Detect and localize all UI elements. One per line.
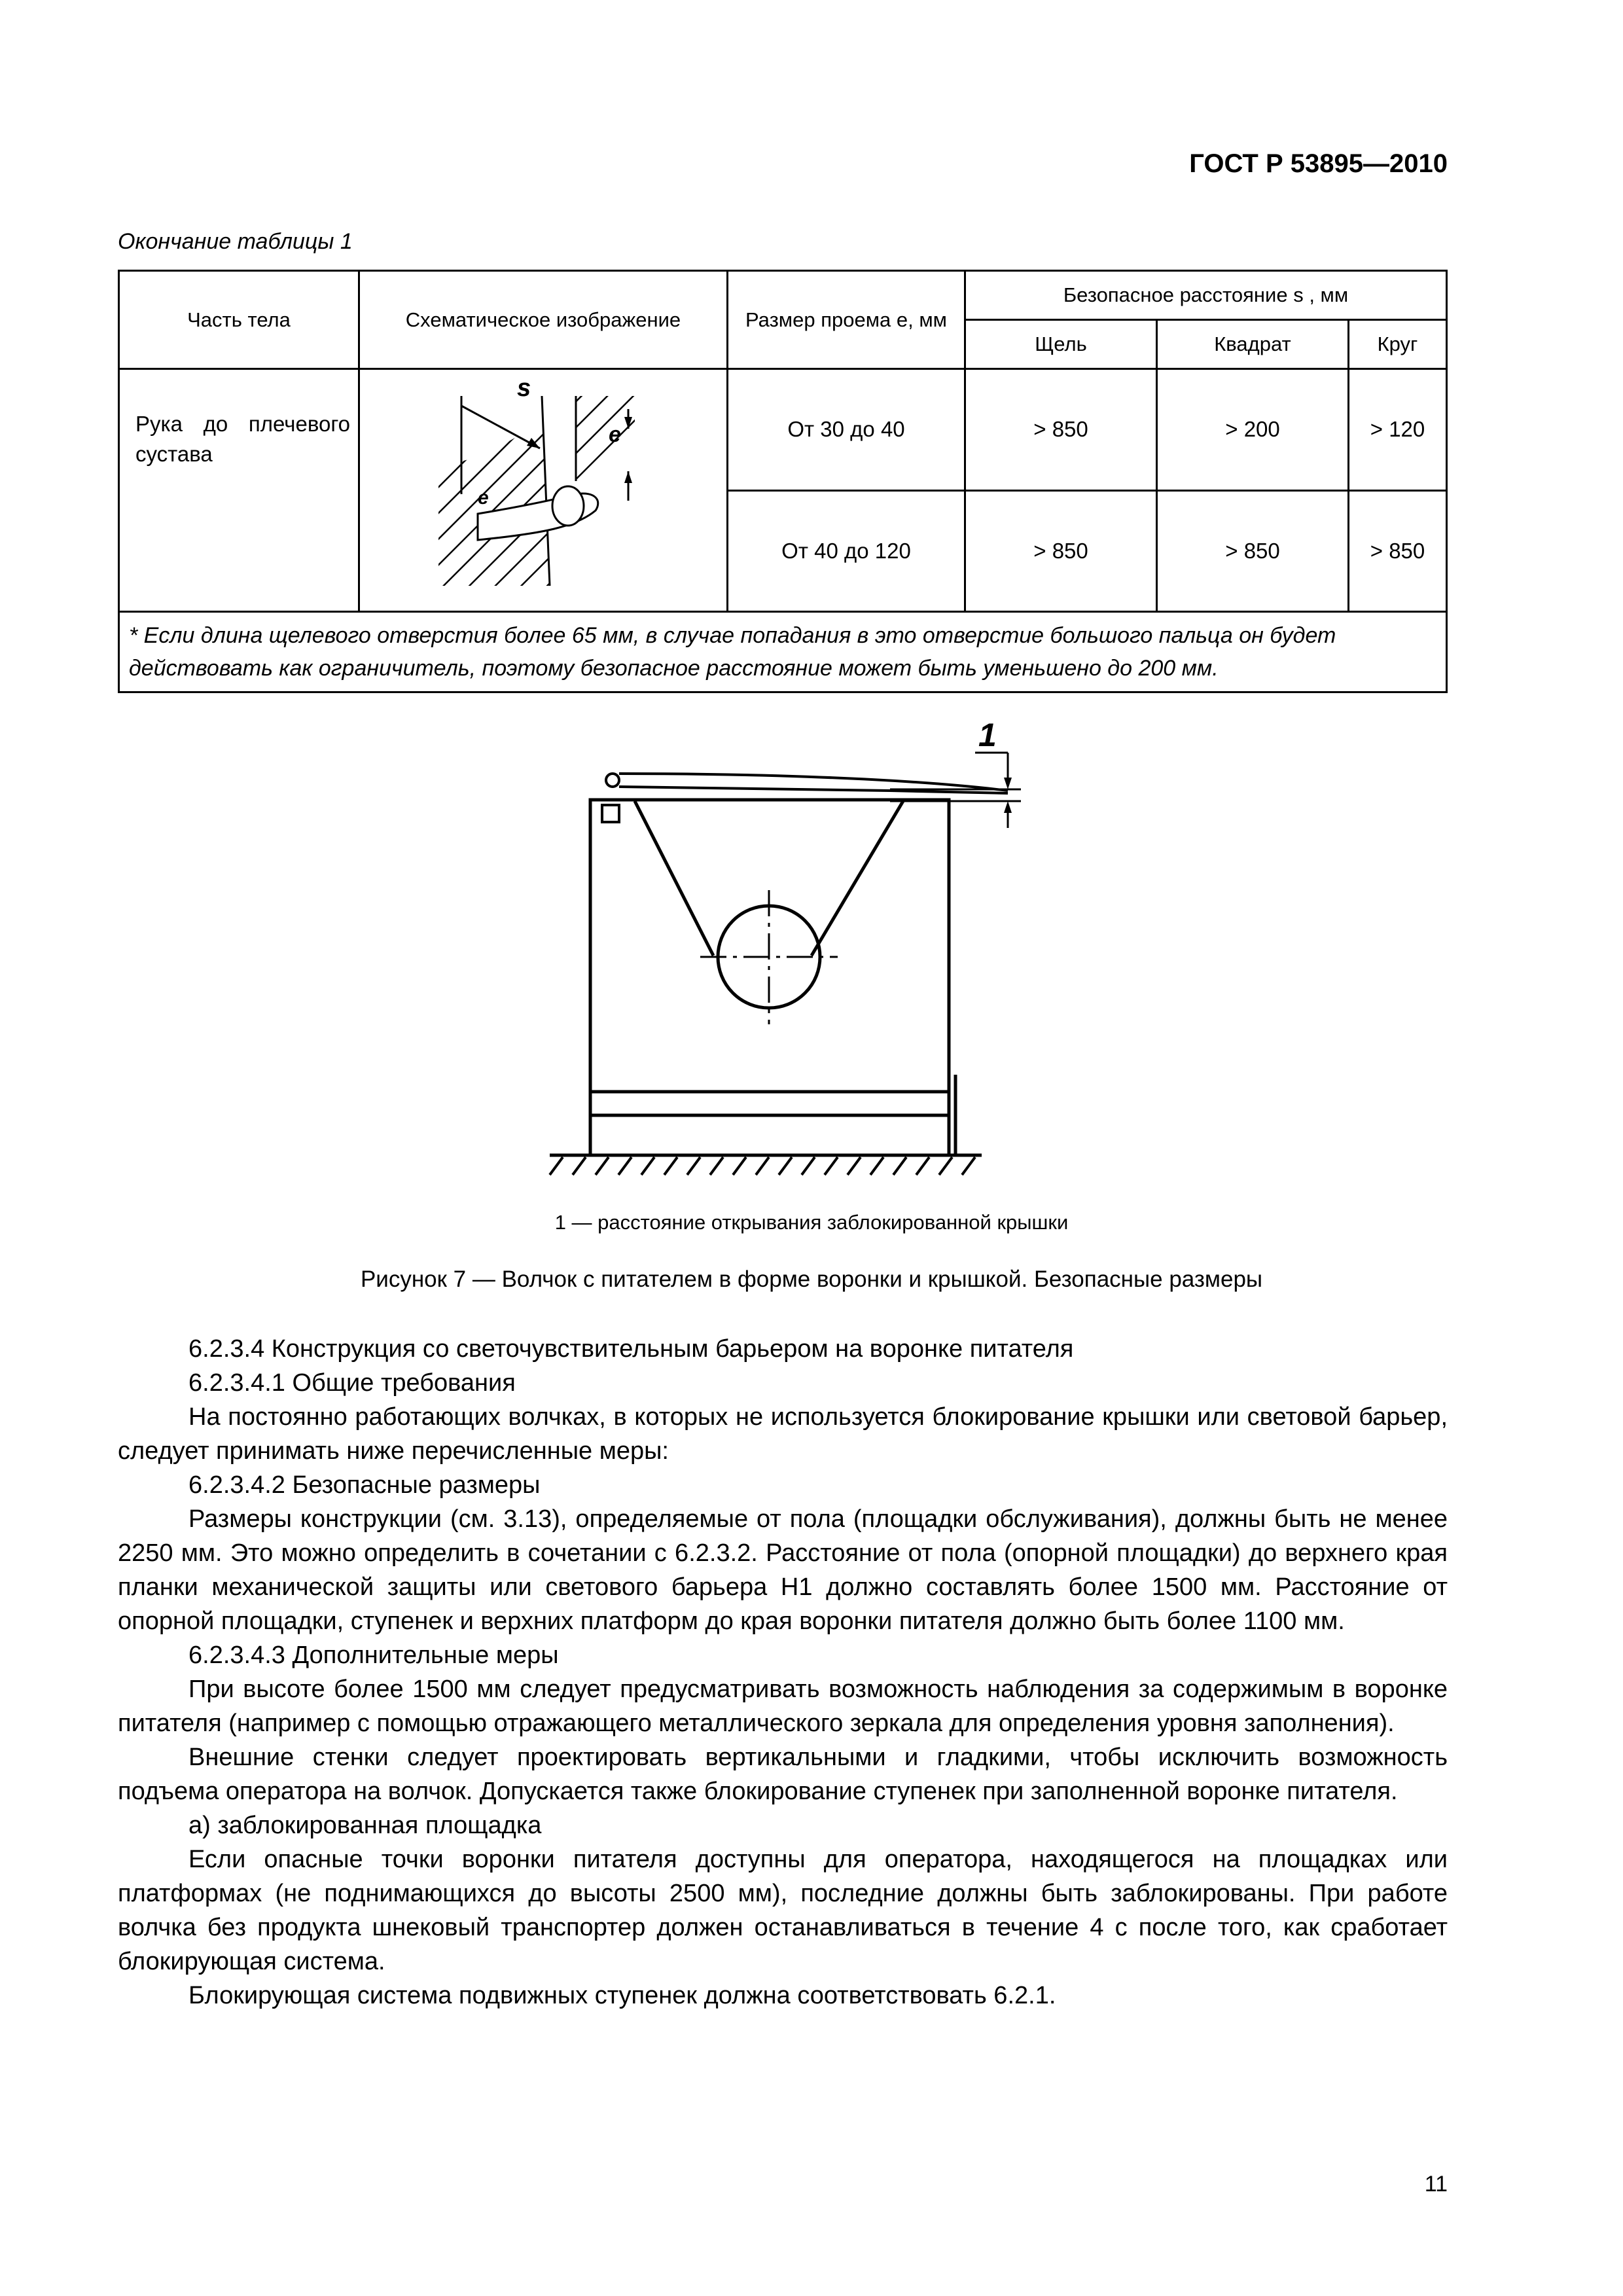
paragraph: Блокирующая система подвижных ступенек должна соответствовать 6.2.1. xyxy=(188,1982,1056,2009)
circle-cell: > 120 xyxy=(1349,369,1447,491)
slot-cell: > 850 xyxy=(965,490,1157,612)
slot-cell: > 850 xyxy=(965,369,1157,491)
header-opening-size: Размер проема е, мм xyxy=(728,271,965,369)
square-cell: > 850 xyxy=(1157,490,1349,612)
table-caption: Окончание таблицы 1 xyxy=(118,229,353,254)
section-heading: 6.2.3.4.1 Общие требования xyxy=(188,1369,516,1397)
header-slot: Щель xyxy=(965,320,1157,369)
schematic-cell xyxy=(359,369,728,612)
section-heading: 6.2.3.4 Конструкция со светочувствительным барьером на воронке питателя xyxy=(188,1335,1074,1363)
table-footnote: * Если длина щелевого отверстия более 65 мм, в случае попадания в это отверстие большого пальца он будет действовать как ограничитель, поэтому безопасное расстояние может быть уменьшено до 200 мм. xyxy=(119,612,1447,692)
paragraph: Внешние стенки следует проектировать вертикальными и гладкими, чтобы исключить возможность подъема оператора на волчок. Допускается также блокирование ступенек при заполненной воронке питателя. xyxy=(118,1744,1448,1805)
section-heading: 6.2.3.4.2 Безопасные размеры xyxy=(188,1471,541,1499)
document-id: ГОСТ Р 53895—2010 xyxy=(1189,149,1448,178)
figure-note: 1 — расстояние открывания заблокированной крышки xyxy=(554,1211,1069,1234)
header-schematic: Схематическое изображение xyxy=(359,271,728,369)
safety-distance-table xyxy=(118,270,1448,693)
figure-title: Рисунок 7 — Волчок с питателем в форме воронки и крышкой. Безопасные размеры xyxy=(360,1266,1263,1292)
callout-1: 1 xyxy=(978,717,997,753)
header-body-part: Часть тела xyxy=(119,271,359,369)
circle-cell: > 850 xyxy=(1349,490,1447,612)
paragraph: Размеры конструкции (см. 3.13), определяемые от пола (площадки обслуживания), должны быть не менее 2250 мм. Это можно определить в сочетании с 6.2.3.2. Расстояние от пола (опорной площадки) до верхнего края планки механической защиты или светового барьера H1 должно составлять более 1500 мм. Расстояние от опорной площадки, ступенек и верхних платформ до края воронки питателя должно быть более 1100 мм. xyxy=(118,1505,1448,1635)
opening-size-cell: От 40 до 120 xyxy=(728,490,965,612)
header-safe-distance: Безопасное расстояние s , мм xyxy=(965,271,1447,320)
body-text xyxy=(118,1332,1448,2013)
arm-schematic-drawing xyxy=(399,370,687,605)
list-item: а) заблокированная площадка xyxy=(188,1812,542,1839)
figure-7-drawing xyxy=(524,713,1060,1198)
section-heading: 6.2.3.4.3 Дополнительные меры xyxy=(188,1641,559,1669)
opening-size-cell: От 30 до 40 xyxy=(728,369,965,491)
page-number: 11 xyxy=(1424,2172,1448,2197)
square-cell: > 200 xyxy=(1157,369,1349,491)
paragraph: При высоте более 1500 мм следует предусматривать возможность наблюдения за содержимым в воронке питателя (например с помощью отражающего металлического зеркала для определения уровня заполнения). xyxy=(118,1676,1448,1737)
header-circle: Круг xyxy=(1349,320,1447,369)
label-s: s xyxy=(517,374,531,402)
paragraph: На постоянно работающих волчках, в которых не используется блокирование крышки или световой барьер, следует принимать ниже перечисленные меры: xyxy=(118,1403,1448,1465)
label-e-small: e xyxy=(478,487,489,509)
header-square: Квадрат xyxy=(1157,320,1349,369)
label-e: e xyxy=(609,422,621,447)
body-part-cell: Рука до плечевого сустава xyxy=(119,369,359,612)
paragraph: Если опасные точки воронки питателя доступны для оператора, находящегося на площадках или платформах (не поднимающихся до высоты 2500 мм), последние должны быть заблокированы. При работе волчка без продукта шнековый транспортер должен останавливаться в течение 4 с после того, как сработает блокирующая система. xyxy=(118,1846,1448,1975)
